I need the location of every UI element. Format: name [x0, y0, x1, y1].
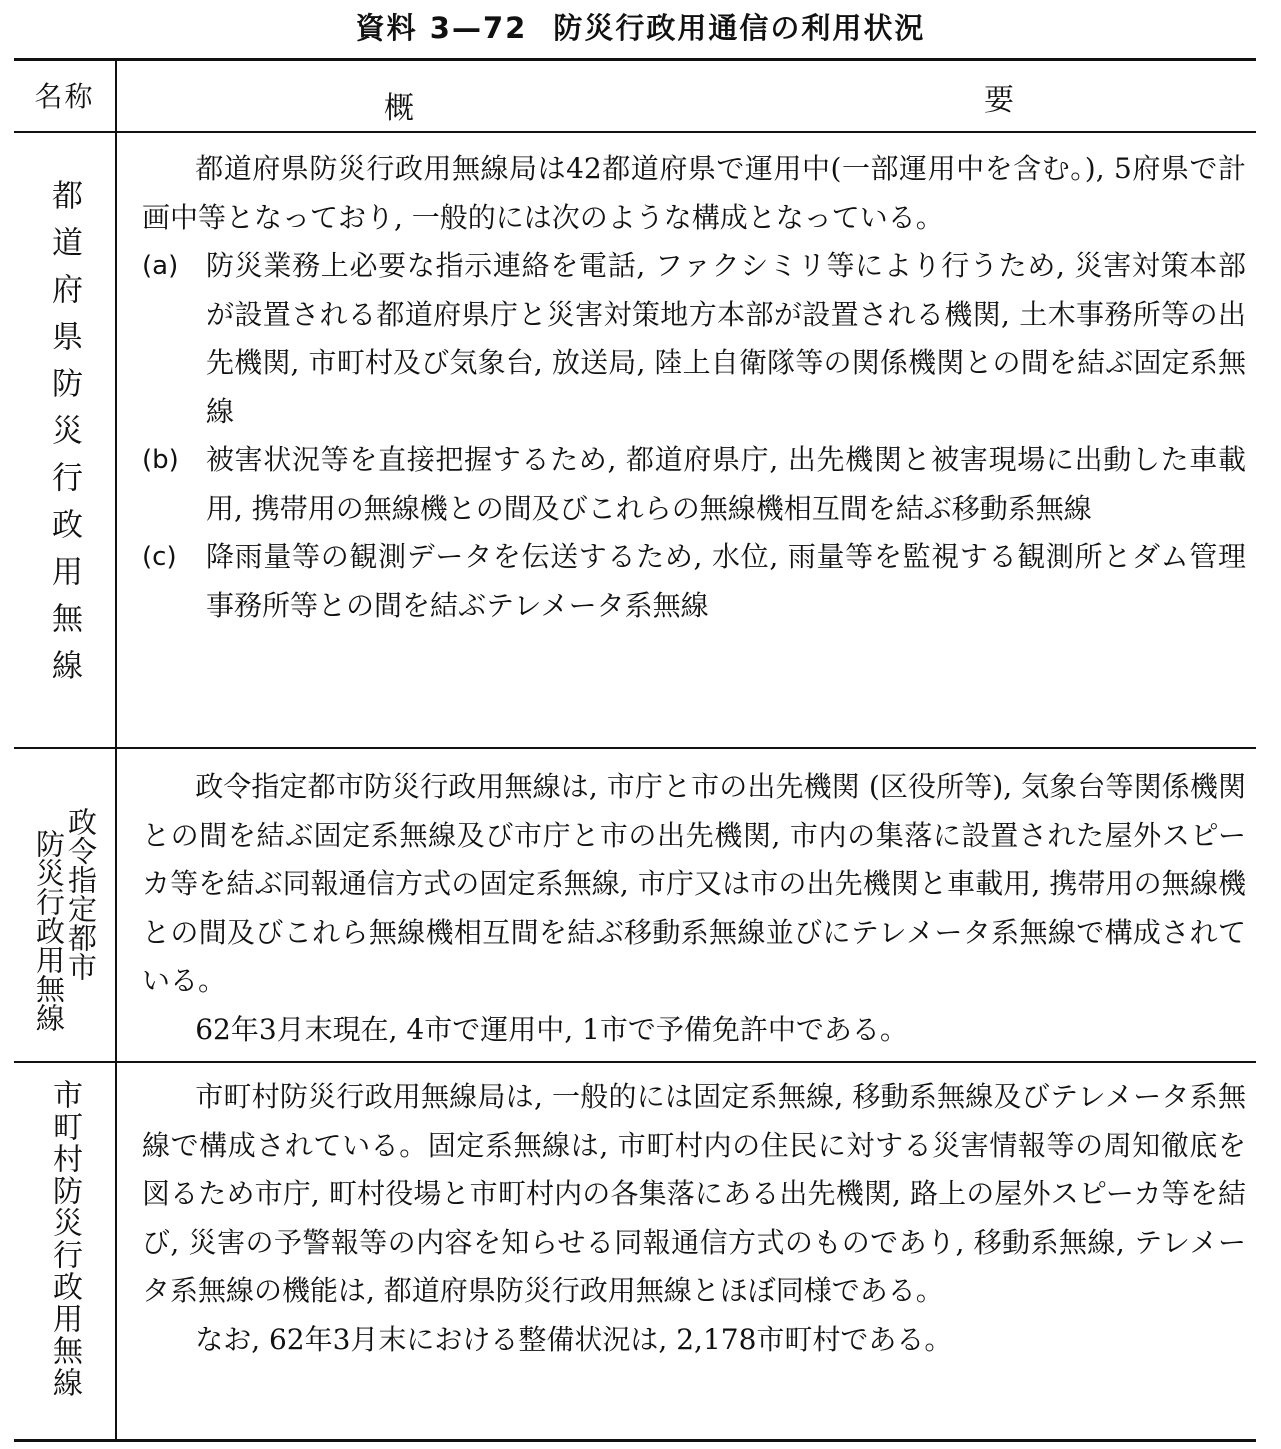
document-title [0, 6, 1281, 47]
item-mark: (b) [142, 445, 179, 475]
row2-name-col2: 防災行政用無線 [32, 829, 66, 1032]
info-table [14, 58, 1256, 1442]
row3-para2: なお, 62年3月末における整備状況は, 2,178市町村である。 [195, 1322, 953, 1356]
row2-content [142, 763, 1246, 1054]
row1-item-b [142, 436, 1246, 533]
row2-name-col1: 政令指定都市 [64, 807, 98, 981]
title-label: 資料 [355, 11, 418, 45]
row1-intro: 都道府県防災行政用無線局は42都道府県で運用中(一部運用中を含む。), 5府県で計画中等となっており, 一般的には次のような構成となっている。 [142, 152, 1246, 234]
row1-item-a [142, 242, 1246, 436]
header-summary-b: 要 [984, 83, 1014, 118]
row1-content [142, 145, 1246, 630]
row1-item-c [142, 533, 1246, 630]
title-number: 3—72 [429, 11, 528, 45]
item-text: 降雨量等の観測データを伝送するため, 水位, 雨量等を監視する観測所とダム管理事務所等との間を結ぶテレメータ系無線 [206, 540, 1246, 622]
header-divider [14, 131, 1256, 133]
header-name: 名称 [34, 80, 95, 113]
row2-para2: 62年3月末現在, 4市で運用中, 1市で予備免許中である。 [195, 1012, 908, 1046]
item-text: 防災業務上必要な指示連絡を電話, ファクシミリ等により行うため, 災害対策本部が設置される都道府県庁と災害対策地方本部が設置される機関, 土木事務所等の出先機関, 市町村及び気象台, 放送局, 陸上自衛隊等の関係機関との間を結ぶ固定系無線 [206, 249, 1246, 428]
row2-para1: 政令指定都市防災行政用無線は, 市庁と市の出先機関 (区役所等), 気象台等関係機関との間を結ぶ固定系無線及び市庁と市の出先機関, 市内の集落に設置された屋外スピーカ等を結ぶ同報通信方式の固定系無線, 市庁又は市の出先機関と車載用, 携帯用の無線機との間及びこれら無線機相互間を結ぶ移動系無線並びにテレメータ系無線で構成されている。 [142, 770, 1246, 997]
row1-name: 都道府県防災行政用無線 [46, 179, 82, 696]
row-divider-1 [14, 747, 1256, 749]
row3-para1: 市町村防災行政用無線局は, 一般的には固定系無線, 移動系無線及びテレメータ系無線で構成されている。固定系無線は, 市町村内の住民に対する災害情報等の周知徹底を図るため市庁, 町村役場と市町村内の各集落にある出先機関, 路上の屋外スピーカ等を結び, 災害の予警報等の内容を知らせる同報通信方式のものであり, 移動系無線, テレメータ系無線の機能は, 都道府県防災行政用無線とほぼ同様である。 [142, 1080, 1246, 1307]
title-text: 防災行政用通信の利用状況 [553, 11, 926, 45]
item-mark: (c) [142, 542, 177, 572]
header-summary-a: 概 [384, 91, 414, 126]
row3-content [142, 1073, 1246, 1364]
column-divider [115, 61, 117, 1439]
row-divider-2 [14, 1061, 1256, 1063]
item-text: 被害状況等を直接把握するため, 都道府県庁, 出先機関と被害現場に出動した車載用, 携帯用の無線機との間及びこれらの無線機相互間を結ぶ移動系無線 [206, 443, 1246, 525]
row3-name: 市町村防災行政用無線 [47, 1079, 82, 1399]
item-mark: (a) [142, 251, 179, 281]
